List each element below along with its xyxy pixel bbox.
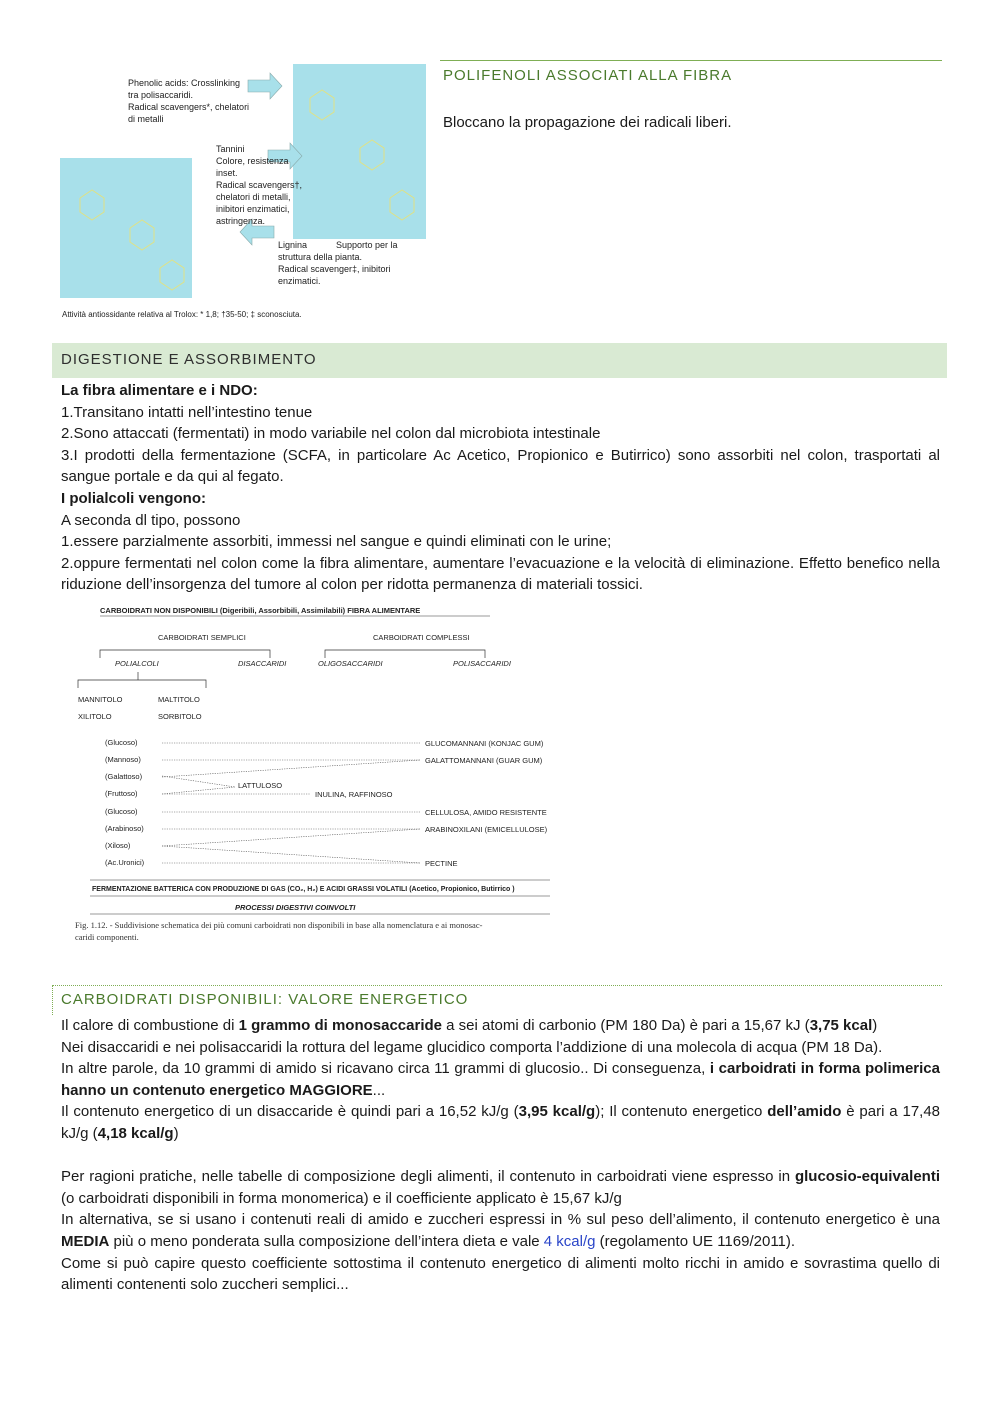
carboidrati-paragraph: Come si può capire questo coefficiente sottostima il contenuto energetico di alimenti molto ricchi in amido e sovrastima quello di alimenti contenenti solo zuccheri semplici... — [61, 1254, 940, 1294]
fig1-footer: Attività antiossidante relativa al Trolox: * 1,8; †35-50; ‡ sconosciuta. — [62, 310, 302, 319]
fig2-monosaccaride: (Galattoso) — [105, 772, 143, 781]
blank-line — [61, 1145, 940, 1167]
fig1-lignina-line: Supporto per la — [336, 240, 398, 250]
carboidrati-paragraph — [61, 1101, 940, 1144]
text-run: è pari a 17,48 kJ/g ( — [61, 1103, 941, 1142]
arrow-icon — [248, 73, 282, 99]
fig1-phenolic-line: di metalli — [128, 114, 164, 124]
polifenoli-text: Bloccano la propagazione dei radicali liberi. — [443, 114, 732, 131]
fig2-polisaccaride: GALATTOMANNANI (GUAR GUM) — [425, 756, 543, 765]
text-run-highlight: 4 kcal/g — [543, 1232, 596, 1250]
fig2-monosaccaride: (Ac.Uronici) — [105, 858, 145, 867]
section-rule — [52, 985, 53, 1015]
fig1-lignina-line: enzimatici. — [278, 276, 321, 286]
fig1-tannini-line: Tannini — [216, 144, 245, 154]
fig2-polisaccaridi: POLISACCARIDI — [453, 659, 511, 668]
fig2-polisaccaride: CELLULOSA, AMIDO RESISTENTE — [425, 808, 547, 817]
fig2-sorbitolo: SORBITOLO — [158, 712, 202, 721]
text-run-bold: dell’amido — [767, 1103, 842, 1121]
fig1-tannini-line: inset. — [216, 168, 238, 178]
fig2-lattuloso: LATTULOSO — [238, 781, 283, 790]
fig2-processi: PROCESSI DIGESTIVI COINVOLTI — [235, 903, 356, 912]
carboidrati-paragraph: Nei disaccaridi e nei polisaccaridi la rottura del legame glucidico comporta l’addizione di una molecola di acqua (PM 18 Da). — [61, 1038, 883, 1056]
text-run: più o meno ponderata sulla composizione dell’intera dieta e vale — [109, 1232, 544, 1250]
fig2-mannitolo: MANNITOLO — [78, 695, 123, 704]
fig1-tannini-line: Colore, resistenza — [216, 156, 289, 166]
carboidrati-paragraph — [61, 1058, 940, 1101]
section-title-polifenoli: POLIFENOLI ASSOCIATI ALLA FIBRA — [443, 67, 733, 84]
digestione-item: 2.oppure fermentati nel colon come la fibra alimentare, aumentare l’evacuazione e la velocità di eliminazione. Effetto benefico nella riduzione dell’insorgenza del tumore al colon per ridotta permanenza di materiali tossici. — [61, 554, 940, 594]
digestione-item: 1.Transitano intatti nell’intestino tenue — [61, 403, 313, 421]
text-run-bold: 1 grammo di monosaccaride — [238, 1017, 442, 1034]
fig2-disaccaridi: DISACCARIDI — [238, 659, 287, 668]
text-run: ) — [872, 1017, 878, 1034]
text-run-bold: glucosio-equivalenti — [794, 1168, 940, 1186]
fig2-monosaccaride: (Glucoso) — [105, 738, 138, 747]
fig2-oligosaccaridi: OLIGOSACCARIDI — [318, 659, 383, 668]
text-run: ); Il contenuto energetico — [595, 1103, 768, 1121]
section-rule — [52, 985, 942, 986]
digestione-heading-polialcoli: I polialcoli vengono: — [61, 489, 207, 507]
fig2-monosaccaride: (Xiloso) — [105, 841, 131, 850]
fig1-phenolic-line: Radical scavengers*, chelatori — [128, 102, 250, 112]
carboidrati-paragraph — [61, 1209, 940, 1252]
text-run: a sei atomi di carbonio (PM 180 Da) è pari a 15,67 kJ ( — [442, 1017, 810, 1034]
fig1-lignina-line: Lignina — [278, 240, 308, 250]
fig2-monosaccaride: (Arabinoso) — [105, 824, 144, 833]
text-run-bold: 3,75 kcal — [809, 1017, 873, 1034]
fig2-polisaccaride: ARABINOXILANI (EMICELLULOSE) — [425, 825, 548, 834]
fig2-fermentazione: FERMENTAZIONE BATTERICA CON PRODUZIONE DI GAS (CO₂, H₂) E ACIDI GRASSI VOLATILI (Acetico, Propionico, Butirrico ) — [92, 886, 515, 893]
section-title-carboidrati: CARBOIDRATI DISPONIBILI: VALORE ENERGETICO — [61, 991, 469, 1008]
text-run: ) — [173, 1124, 179, 1142]
fig1-tannini-line: chelatori di metalli, — [216, 192, 291, 202]
fig1-phenolic-line: tra polisaccaridi. — [128, 90, 194, 100]
fig1-lignina-line: Radical scavenger‡, inibitori — [278, 264, 391, 274]
text-run: In alternativa, se si usano i contenuti reali di amido e zuccheri espressi in % sul peso dell’alimento, il contenuto energetico è una — [61, 1211, 940, 1229]
text-run: Per ragioni pratiche, nelle tabelle di composizione degli alimenti, il contenuto in carboidrati viene espresso in — [61, 1168, 795, 1186]
fig2-polialcoli: POLIALCOLI — [115, 659, 159, 668]
fig2-maltitolo: MALTITOLO — [158, 695, 200, 704]
fig2-complessi: CARBOIDRATI COMPLESSI — [373, 633, 470, 642]
fig2-xilitolo: XILITOLO — [78, 712, 112, 721]
carboidrati-body — [61, 1015, 940, 1296]
carboidrati-paragraph — [61, 1166, 940, 1209]
fig2-semplici: CARBOIDRATI SEMPLICI — [158, 633, 246, 642]
text-run-bold: 3,95 kcal/g — [518, 1103, 596, 1121]
fig2-polisaccaride: PECTINE — [425, 859, 458, 868]
text-run: Il calore di combustione di — [61, 1017, 239, 1034]
fig2-polisaccaride: GLUCOMANNANI (KONJAC GUM) — [425, 739, 544, 748]
fig1-phenolic-line: Phenolic acids: Crosslinking — [128, 78, 241, 88]
text-run-bold: i carboidrati in forma polimerica hanno un contenuto energetico MAGGIORE — [61, 1060, 940, 1099]
fig2-caption: caridi componenti. — [75, 932, 139, 942]
fig1-tannini-line: Radical scavengers†, — [216, 180, 303, 190]
fig1-tannini-line: astringenza. — [216, 216, 266, 226]
text-run-bold: 4,18 kcal/g — [97, 1124, 174, 1142]
text-run: (o carboidrati disponibili in forma monomerica) e il coefficiente applicato è 15,67 kJ/g — [61, 1189, 622, 1207]
fig2-monosaccaride: (Mannoso) — [105, 755, 141, 764]
text-run: Il contenuto energetico di un disaccaride è quindi pari a 16,52 kJ/g ( — [61, 1103, 519, 1121]
digestione-heading-fibra: La fibra alimentare e i NDO: — [61, 382, 258, 399]
fig2-monosaccaride: (Fruttoso) — [105, 789, 138, 798]
text-run: (regolamento UE 1169/2011). — [595, 1232, 796, 1250]
section-rule — [440, 60, 942, 61]
fig2-top-label: CARBOIDRATI NON DISPONIBILI (Digeribili, Assorbibili, Assimilabili) FIBRA ALIMENTARE — [100, 606, 421, 615]
section-title-digestione: DIGESTIONE E ASSORBIMENTO — [61, 351, 317, 368]
structure-image-tannini — [60, 158, 192, 298]
fig1-tannini-line: inibitori enzimatici, — [216, 204, 290, 214]
figure-polifenoli — [60, 58, 430, 326]
carboidrati-paragraph — [61, 1015, 940, 1037]
fig1-lignina-line: struttura della pianta. — [278, 252, 363, 262]
fig2-monosaccaride: (Glucoso) — [105, 807, 138, 816]
text-run: In altre parole, da 10 grammi di amido si ricavano circa 11 grammi di glucosio.. Di conseguenza, — [61, 1060, 710, 1078]
digestione-item: 1.essere parzialmente assorbiti, immessi nel sangue e quindi eliminati con le urine; — [61, 533, 612, 551]
figure-carboidrati-non-disponibili — [70, 600, 570, 948]
text-run: ... — [372, 1081, 386, 1099]
digestione-item: 2.Sono attaccati (fermentati) in modo variabile nel colon dal microbiota intestinale — [61, 425, 601, 443]
digestione-body — [61, 380, 940, 596]
digestione-item: A seconda dl tipo, possono — [61, 511, 241, 529]
digestione-item: 3.I prodotti della fermentazione (SCFA, in particolare Ac Acetico, Propionico e Butirrico) sono assorbiti nel colon, trasportati al sangue portale e da qui al fegato. — [61, 446, 940, 486]
fig2-inulina: INULINA, RAFFINOSO — [315, 790, 393, 799]
fig2-caption: Fig. 1.12. - Suddivisione schematica dei più comuni carboidrati non disponibili in base alla nomenclatura e ai monosac- — [75, 920, 483, 930]
text-run-bold: MEDIA — [61, 1232, 110, 1250]
